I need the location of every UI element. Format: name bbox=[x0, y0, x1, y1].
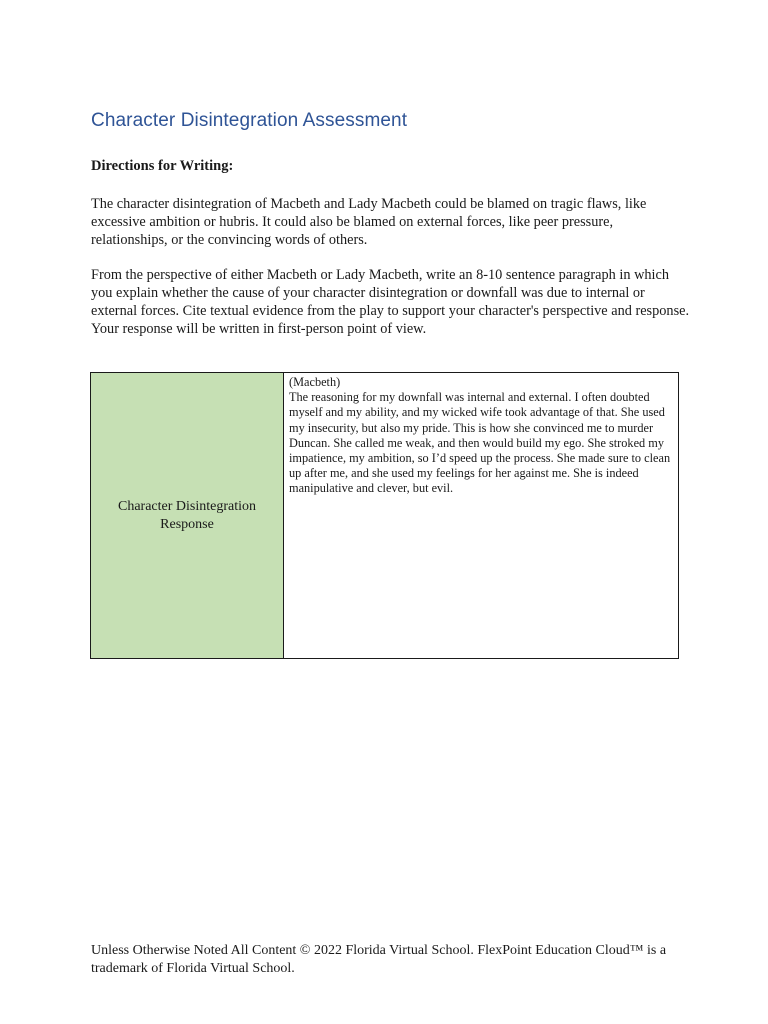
response-answer-text: The reasoning for my downfall was internal and external. I often doubted myself and my ability, and my wicked wife took advantage of that. She used my insecurity, but also my pride. This is how she convinced me to murder Duncan. She called me weak, and then would build my ego. She stroked my impatience, my ambition, so I’d speed up the process. She made sure to clean up after me, and she used my feelings for her against me. She is indeed manipulative and clever, but evil. bbox=[289, 390, 671, 496]
character-name: (Macbeth) bbox=[289, 375, 341, 389]
response-answer-cell[interactable] bbox=[284, 373, 679, 659]
response-table bbox=[90, 372, 679, 659]
directions-paragraph-2: From the perspective of either Macbeth or Lady Macbeth, write an 8-10 sentence paragraph in which you explain whether the cause of your character disintegration or downfall was due to internal or external forces. Cite textual evidence from the play to support your character's perspective and response. Your response will be written in first-person point of view. bbox=[91, 267, 690, 337]
response-label-cell bbox=[91, 373, 284, 659]
page-title: Character Disintegration Assessment bbox=[91, 110, 408, 131]
response-row bbox=[91, 373, 679, 659]
directions-heading: Directions for Writing: bbox=[91, 158, 234, 174]
directions-paragraph-1: The character disintegration of Macbeth and Lady Macbeth could be blamed on tragic flaws, like excessive ambition or hubris. It could also be blamed on external forces, like peer pressure, relationships, or the convincing words of others. bbox=[91, 196, 647, 248]
response-label: Character Disintegration Response bbox=[117, 498, 256, 532]
copyright-footer: Unless Otherwise Noted All Content © 2022 Florida Virtual School. FlexPoint Education Cloud™ is a trademark of Florida Virtual School. bbox=[91, 943, 667, 976]
